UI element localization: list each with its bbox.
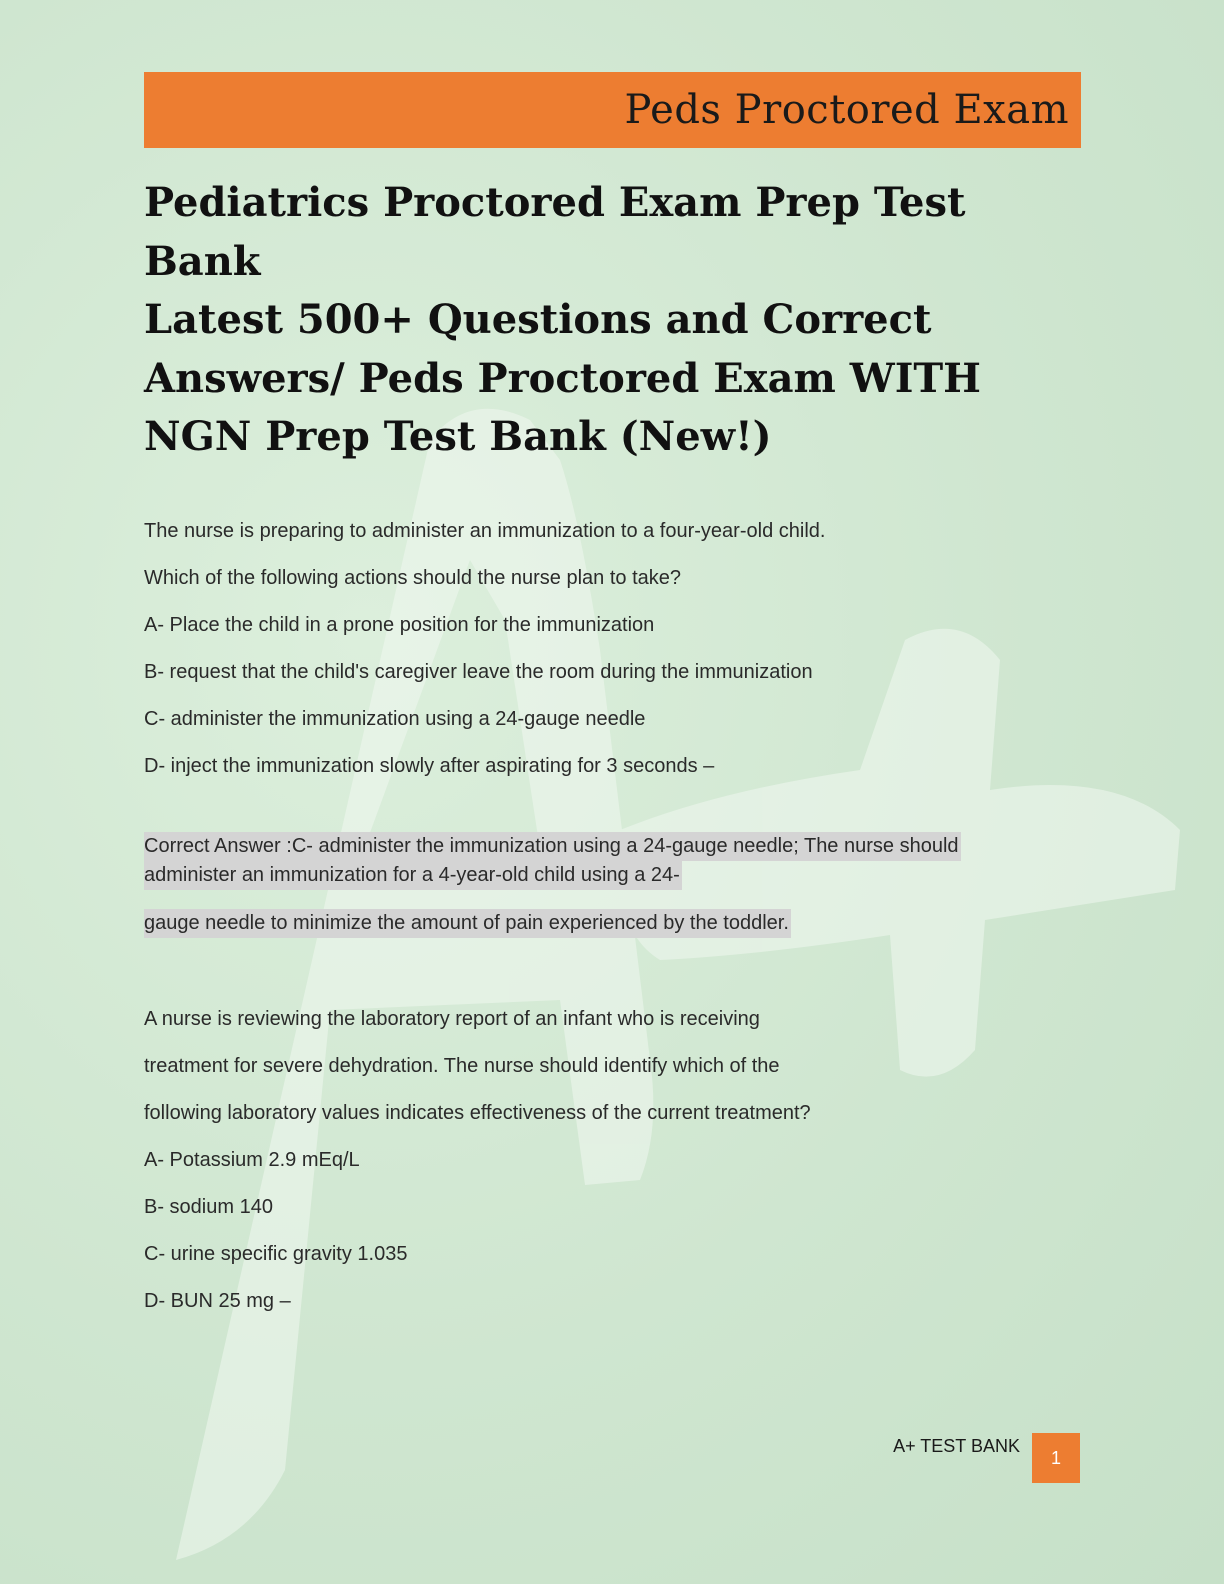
answer-option: C- urine specific gravity 1.035 <box>144 1243 408 1265</box>
correct-answer-line: Correct Answer :C- administer the immunization using a 24-gauge needle; The nurse should <box>144 832 961 861</box>
answer-option: B- request that the child's caregiver leave the room during the immunization <box>144 661 813 683</box>
question-stem: Which of the following actions should the nurse plan to take? <box>144 567 681 589</box>
correct-answer-line: administer an immunization for a 4-year-old child using a 24- <box>144 861 682 890</box>
page-number: 1 <box>1032 1433 1080 1483</box>
answer-option: D- BUN 25 mg – <box>144 1290 291 1312</box>
answer-option: A- Potassium 2.9 mEq/L <box>144 1149 360 1171</box>
correct-answer <box>144 832 1044 938</box>
question-list <box>144 518 1044 1315</box>
document-title-line: NGN Prep Test Bank (New!) <box>144 413 772 460</box>
document-title <box>144 174 1084 467</box>
header-title: Peds Proctored Exam <box>624 87 1069 133</box>
question-stem: A nurse is reviewing the laboratory report of an infant who is receiving <box>144 1008 760 1030</box>
answer-option: D- inject the immunization slowly after aspirating for 3 seconds – <box>144 755 715 777</box>
question-stem: following laboratory values indicates effectiveness of the current treatment? <box>144 1102 811 1124</box>
document-title-line: Latest 500+ Questions and Correct <box>144 296 932 343</box>
question-stem: treatment for severe dehydration. The nurse should identify which of the <box>144 1055 780 1077</box>
header-bar <box>144 72 1081 148</box>
answer-option: C- administer the immunization using a 24-gauge needle <box>144 708 646 730</box>
document-title-line: Pediatrics Proctored Exam Prep Test Bank <box>144 179 966 285</box>
footer-label: A+ TEST BANK <box>893 1436 1020 1456</box>
question-block <box>144 1006 1044 1315</box>
question-stem: The nurse is preparing to administer an immunization to a four-year-old child. <box>144 520 826 542</box>
question-block <box>144 518 1044 938</box>
correct-answer-line: gauge needle to minimize the amount of pain experienced by the toddler. <box>144 909 791 938</box>
document-title-line: Answers/ Peds Proctored Exam WITH <box>144 354 981 402</box>
answer-option: A- Place the child in a prone position for the immunization <box>144 614 655 636</box>
answer-option: B- sodium 140 <box>144 1196 273 1218</box>
